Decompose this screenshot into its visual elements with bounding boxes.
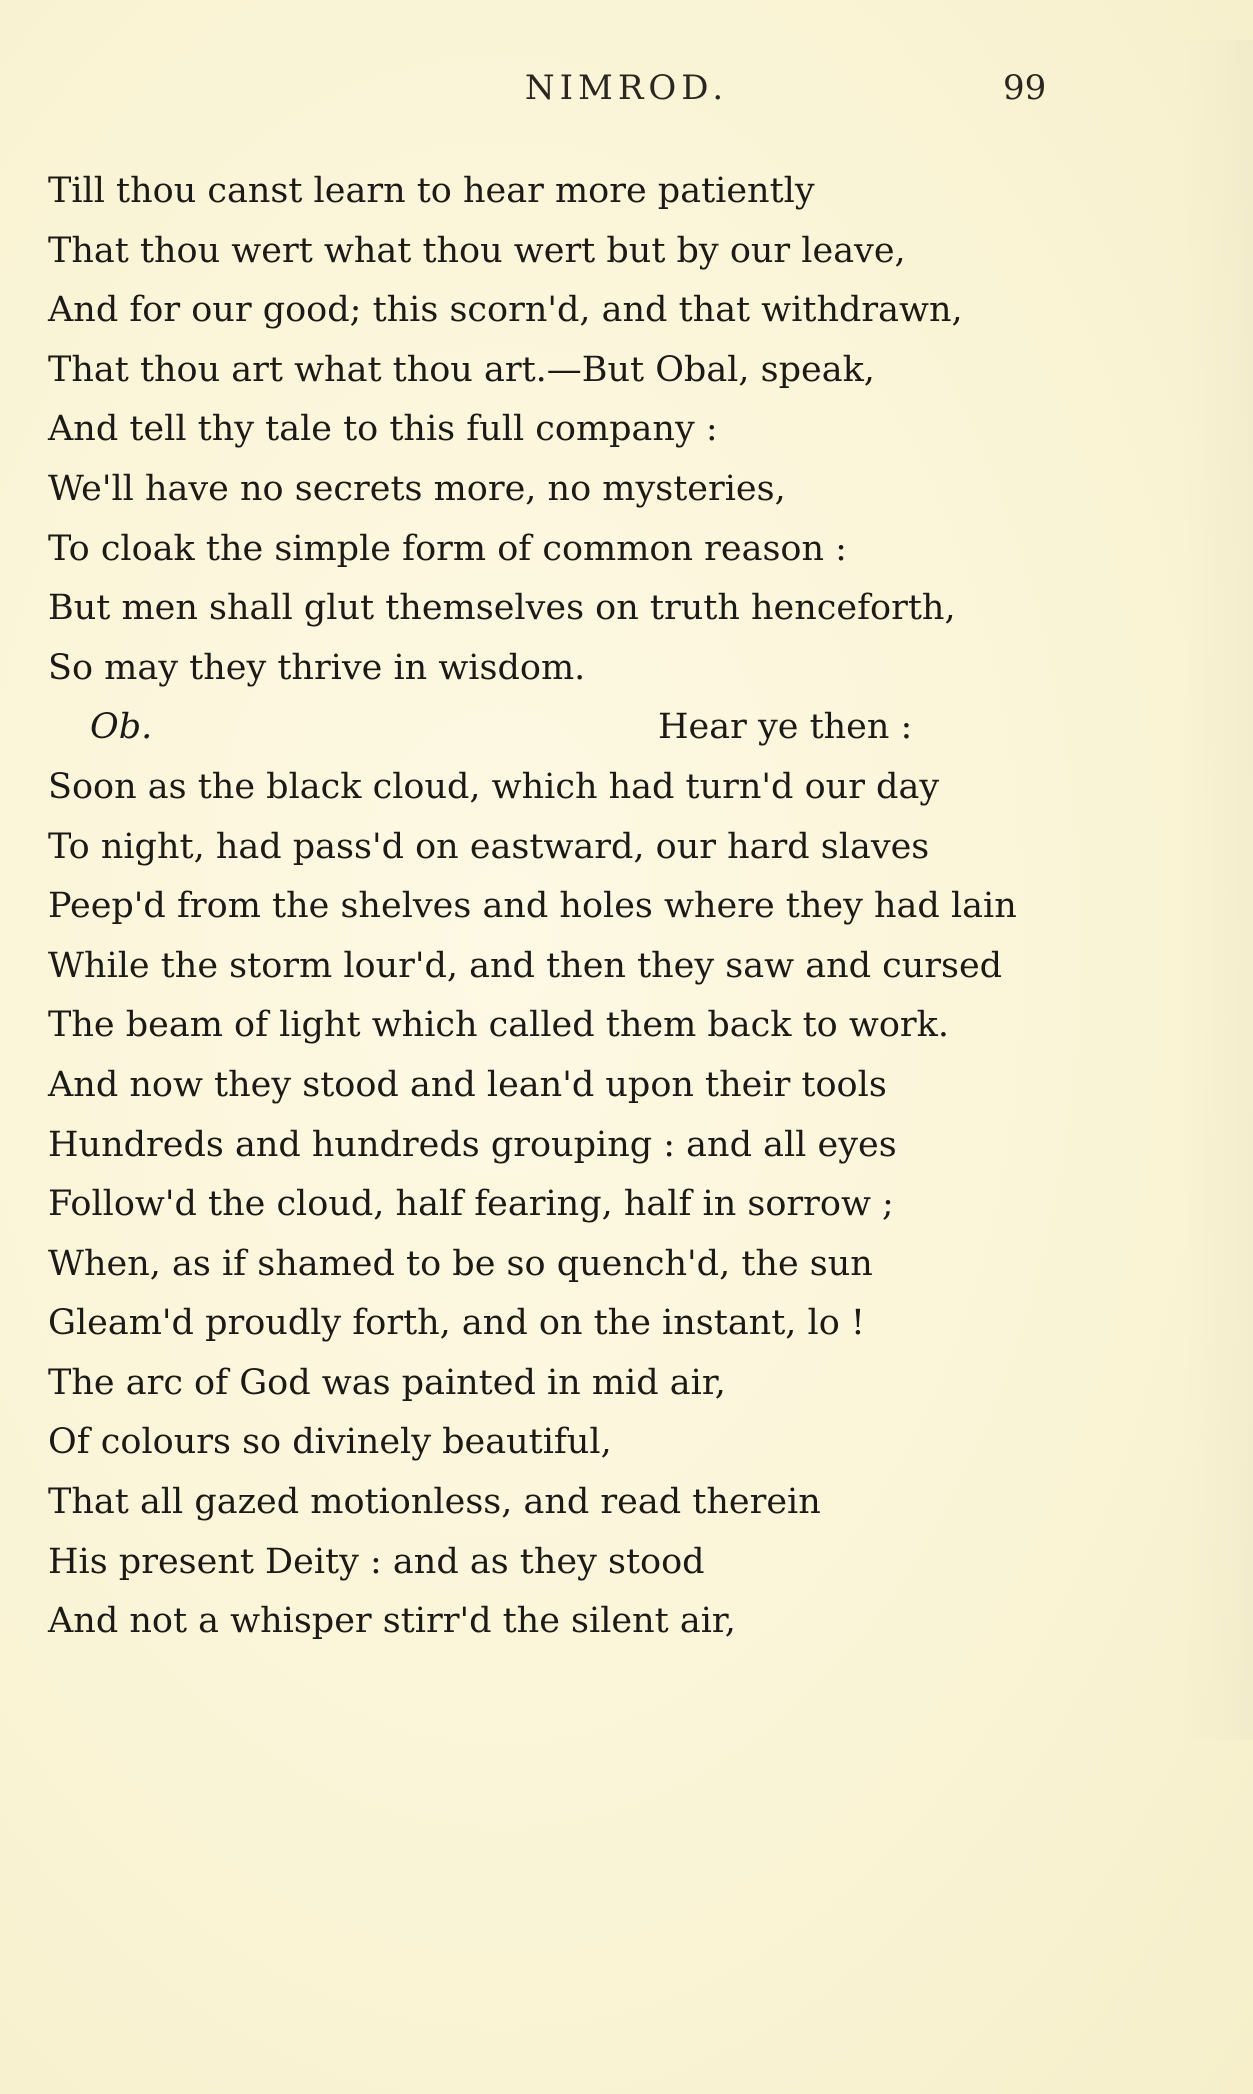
page-edge-shadow [1183,40,1253,1740]
verse-line: His present Deity : and as they stood [48,1541,705,1582]
verse-line: We'll have no secrets more, no mysteries, [48,468,786,509]
speaker-name: Ob. [90,707,153,748]
verse-line: Peep'd from the shelves and holes where they had lain [48,886,1017,927]
verse-line: And now they stood and lean'd upon their tools [48,1064,887,1105]
verse-line: Gleam'd proudly forth, and on the instant, lo ! [48,1303,865,1344]
verse-line: And for our good; this scorn'd, and that withdrawn, [48,290,963,331]
verse-block [48,162,1017,1652]
page-number: 99 [1003,68,1047,108]
running-title: NIMROD. [524,68,729,108]
speaker-line [48,698,1017,758]
verse-line: Till thou canst learn to hear more patiently [48,171,815,211]
verse-line: And not a whisper stirr'd the silent air, [48,1601,736,1642]
verse-line: The beam of light which called them back to work. [48,1005,949,1046]
verse-line: That all gazed motionless, and read therein [48,1482,821,1523]
verse-line: So may they thrive in wisdom. [48,647,586,688]
verse-line: Hundreds and hundreds grouping : and all eyes [48,1124,897,1165]
speaker-text: Hear ye then : [658,707,913,748]
verse-line: Follow'd the cloud, half fearing, half in sorrow ; [48,1184,894,1225]
verse-line: But men shall glut themselves on truth henceforth, [48,588,956,629]
verse-line: That thou wert what thou wert but by our leave, [48,230,906,271]
verse-line: Soon as the black cloud, which had turn'd our day [48,766,940,807]
verse-line: To night, had pass'd on eastward, our hard slaves [48,826,930,867]
verse-line: And tell thy tale to this full company : [48,409,718,450]
verse-line: The arc of God was painted in mid air, [48,1362,726,1403]
verse-line: To cloak the simple form of common reason : [48,528,847,569]
verse-line: Of colours so divinely beautiful, [48,1422,612,1463]
verse-line: That thou art what thou art.—But Obal, speak, [48,349,875,390]
verse-line: When, as if shamed to be so quench'd, the sun [48,1243,873,1284]
verse-line: While the storm lour'd, and then they saw and cursed [48,945,1003,986]
